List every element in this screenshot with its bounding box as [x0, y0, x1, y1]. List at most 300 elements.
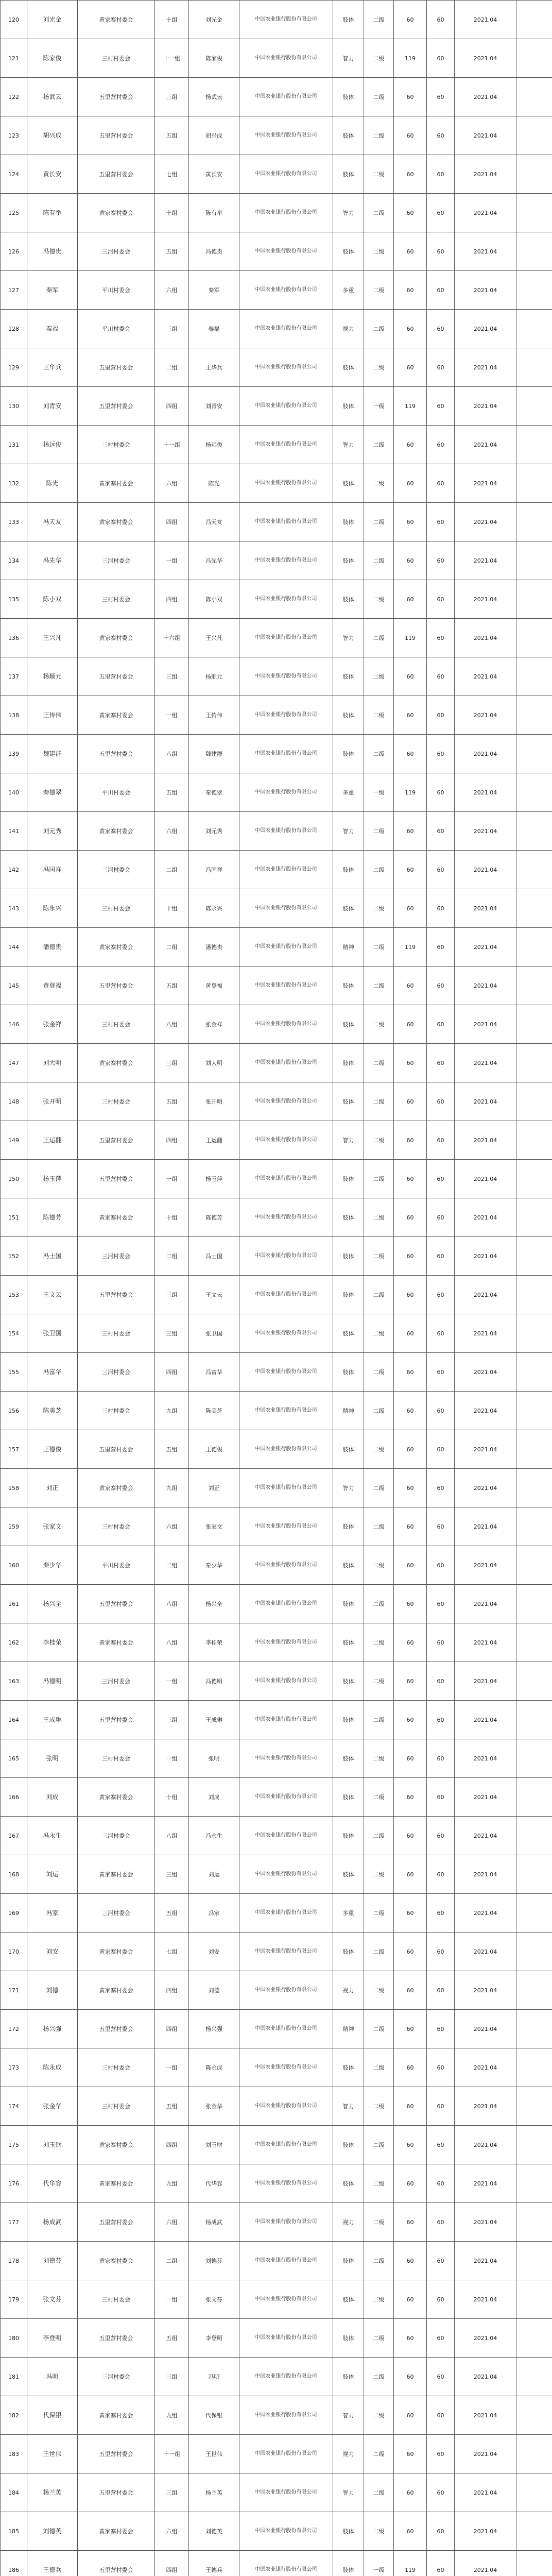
cell-date: 2021.04: [455, 735, 516, 773]
cell-name: 刘元秀: [27, 812, 78, 851]
cell-name: 刘安: [27, 1933, 78, 1971]
cell-level: 二级: [364, 39, 394, 78]
cell-note: [516, 889, 552, 928]
cell-days: 60: [394, 1314, 427, 1353]
cell-note: [516, 1430, 552, 1469]
cell-name: 陈德芳: [27, 1198, 78, 1237]
cell-person: 杨玉萍: [189, 1160, 239, 1198]
cell-note: [516, 928, 552, 967]
cell-days: 60: [394, 1392, 427, 1430]
cell-date: 2021.04: [455, 1623, 516, 1662]
cell-type: 视力: [333, 2435, 364, 2473]
cell-person: 刘成: [189, 1778, 239, 1817]
cell-person: 陈永成: [189, 2048, 239, 2087]
cell-unit: 中国农业银行股份有限公司: [239, 1314, 333, 1353]
cell-date: 2021.04: [455, 2435, 516, 2473]
cell-person: 陈有举: [189, 194, 239, 232]
cell-unit: 中国农业银行股份有限公司: [239, 619, 333, 657]
cell-level: 二级: [364, 1662, 394, 1701]
cell-note: [516, 39, 552, 78]
cell-no: 173: [1, 2048, 27, 2087]
table-body: [1, 1, 552, 2576]
cell-date: 2021.04: [455, 1314, 516, 1353]
cell-group: 十组: [155, 889, 189, 928]
cell-no: 155: [1, 1353, 27, 1392]
cell-type: 肢体: [333, 1044, 364, 1082]
cell-no: 178: [1, 2242, 27, 2280]
cell-unit: 中国农业银行股份有限公司: [239, 232, 333, 271]
cell-no: 122: [1, 78, 27, 116]
table-row: [1, 194, 552, 232]
cell-note: [516, 2164, 552, 2203]
cell-type: 肢体: [333, 2319, 364, 2358]
cell-date: 2021.04: [455, 619, 516, 657]
cell-type: 肢体: [333, 1005, 364, 1044]
cell-date: 2021.04: [455, 1971, 516, 2010]
cell-days: 60: [394, 2203, 427, 2242]
cell-level: 二级: [364, 426, 394, 464]
cell-group: 六组: [155, 1507, 189, 1546]
cell-note: [516, 1082, 552, 1121]
cell-note: [516, 1855, 552, 1894]
cell-unit: 中国农业银行股份有限公司: [239, 1585, 333, 1623]
cell-person: 陈美芝: [189, 1392, 239, 1430]
cell-type: 肢体: [333, 387, 364, 426]
cell-person: 冯明: [189, 2358, 239, 2396]
cell-type: 智力: [333, 39, 364, 78]
table-row: [1, 1546, 552, 1585]
cell-date: 2021.04: [455, 1276, 516, 1314]
cell-no: 171: [1, 1971, 27, 2010]
cell-unit: 中国农业银行股份有限公司: [239, 2435, 333, 2473]
cell-days: 60: [394, 889, 427, 928]
cell-type: 肢体: [333, 1198, 364, 1237]
cell-level: 二级: [364, 2396, 394, 2435]
cell-type: 肢体: [333, 2551, 364, 2576]
cell-name: 刘运: [27, 1855, 78, 1894]
cell-type: 精神: [333, 1392, 364, 1430]
cell-name: 陈永成: [27, 2048, 78, 2087]
cell-level: 二级: [364, 2512, 394, 2551]
cell-unit: 中国农业银行股份有限公司: [239, 1971, 333, 2010]
cell-level: 二级: [364, 2203, 394, 2242]
cell-type: 肢体: [333, 1276, 364, 1314]
cell-level: 一级: [364, 387, 394, 426]
cell-type: 肢体: [333, 851, 364, 889]
cell-date: 2021.04: [455, 889, 516, 928]
cell-group: 一组: [155, 1739, 189, 1778]
cell-note: [516, 2048, 552, 2087]
cell-note: [516, 2551, 552, 2576]
cell-group: 十一组: [155, 2435, 189, 2473]
cell-person: 冯永生: [189, 1817, 239, 1855]
cell-date: 2021.04: [455, 426, 516, 464]
cell-type: 肢体: [333, 1585, 364, 1623]
cell-person: 冯先华: [189, 541, 239, 580]
table-row: [1, 1971, 552, 2010]
cell-unit: 中国农业银行股份有限公司: [239, 1353, 333, 1392]
cell-no: 126: [1, 232, 27, 271]
cell-unit: 中国农业银行股份有限公司: [239, 928, 333, 967]
cell-note: [516, 2010, 552, 2048]
cell-note: [516, 155, 552, 194]
cell-date: 2021.04: [455, 1778, 516, 1817]
table-row: [1, 928, 552, 967]
cell-amount: 60: [427, 1314, 455, 1353]
cell-date: 2021.04: [455, 116, 516, 155]
cell-person: 王文云: [189, 1276, 239, 1314]
cell-amount: 60: [427, 1662, 455, 1701]
cell-level: 二级: [364, 348, 394, 387]
cell-level: 二级: [364, 812, 394, 851]
cell-person: 陈小双: [189, 580, 239, 619]
cell-village: 三村村委会: [78, 1314, 155, 1353]
cell-name: 代保银: [27, 2396, 78, 2435]
cell-group: 六组: [155, 271, 189, 310]
cell-group: 九组: [155, 2396, 189, 2435]
cell-village: 五里营村委会: [78, 78, 155, 116]
cell-name: 刘大明: [27, 1044, 78, 1082]
cell-group: 五组: [155, 773, 189, 812]
cell-date: 2021.04: [455, 773, 516, 812]
cell-person: 张家文: [189, 1507, 239, 1546]
table-row: [1, 1005, 552, 1044]
cell-type: 肢体: [333, 1933, 364, 1971]
cell-no: 141: [1, 812, 27, 851]
cell-name: 秦福: [27, 310, 78, 348]
cell-group: 八组: [155, 1623, 189, 1662]
cell-type: 肢体: [333, 1701, 364, 1739]
cell-level: 二级: [364, 2164, 394, 2203]
cell-note: [516, 1662, 552, 1701]
cell-date: 2021.04: [455, 1701, 516, 1739]
table-row: [1, 1314, 552, 1353]
cell-village: 五里营村委会: [78, 2010, 155, 2048]
cell-person: 刘元秀: [189, 812, 239, 851]
cell-person: 李登明: [189, 2319, 239, 2358]
table-row: [1, 271, 552, 310]
cell-group: 四组: [155, 1121, 189, 1160]
cell-name: 张金华: [27, 2087, 78, 2126]
cell-amount: 60: [427, 580, 455, 619]
cell-amount: 60: [427, 78, 455, 116]
cell-person: 冯天友: [189, 503, 239, 541]
cell-no: 139: [1, 735, 27, 773]
cell-level: 二级: [364, 851, 394, 889]
cell-days: 60: [394, 2358, 427, 2396]
cell-no: 166: [1, 1778, 27, 1817]
cell-note: [516, 1276, 552, 1314]
cell-unit: 中国农业银行股份有限公司: [239, 2087, 333, 2126]
cell-level: 二级: [364, 2010, 394, 2048]
cell-note: [516, 1469, 552, 1507]
cell-village: 黄家寨村委会: [78, 1044, 155, 1082]
cell-type: 肢体: [333, 657, 364, 696]
cell-person: 冯国祥: [189, 851, 239, 889]
cell-date: 2021.04: [455, 2242, 516, 2280]
cell-no: 121: [1, 39, 27, 78]
cell-no: 133: [1, 503, 27, 541]
cell-type: 肢体: [333, 1739, 364, 1778]
cell-village: 三村村委会: [78, 2048, 155, 2087]
cell-date: 2021.04: [455, 1546, 516, 1585]
cell-note: [516, 657, 552, 696]
cell-note: [516, 1971, 552, 2010]
cell-date: 2021.04: [455, 2358, 516, 2396]
cell-amount: 60: [427, 1546, 455, 1585]
cell-group: 九组: [155, 1469, 189, 1507]
cell-days: 119: [394, 387, 427, 426]
table-row: [1, 1160, 552, 1198]
cell-days: 60: [394, 541, 427, 580]
cell-date: 2021.04: [455, 2396, 516, 2435]
table-row: [1, 1392, 552, 1430]
cell-unit: 中国农业银行股份有限公司: [239, 2551, 333, 2576]
cell-days: 60: [394, 1198, 427, 1237]
cell-person: 刘玉财: [189, 2126, 239, 2164]
cell-type: 智力: [333, 2087, 364, 2126]
cell-name: 杨远俊: [27, 426, 78, 464]
cell-date: 2021.04: [455, 2164, 516, 2203]
cell-unit: 中国农业银行股份有限公司: [239, 1894, 333, 1933]
cell-days: 60: [394, 851, 427, 889]
cell-unit: 中国农业银行股份有限公司: [239, 812, 333, 851]
table-row: [1, 1082, 552, 1121]
cell-person: 黄登福: [189, 967, 239, 1005]
cell-amount: 60: [427, 2358, 455, 2396]
cell-type: 智力: [333, 426, 364, 464]
cell-days: 60: [394, 2126, 427, 2164]
cell-unit: 中国农业银行股份有限公司: [239, 967, 333, 1005]
cell-unit: 中国农业银行股份有限公司: [239, 1160, 333, 1198]
cell-amount: 60: [427, 503, 455, 541]
cell-date: 2021.04: [455, 39, 516, 78]
cell-type: 肢体: [333, 967, 364, 1005]
cell-name: 刘德: [27, 1971, 78, 2010]
cell-unit: 中国农业银行股份有限公司: [239, 1276, 333, 1314]
cell-name: 张开明: [27, 1082, 78, 1121]
cell-date: 2021.04: [455, 387, 516, 426]
cell-village: 黄家寨村委会: [78, 2242, 155, 2280]
cell-level: 二级: [364, 271, 394, 310]
cell-village: 三河村委会: [78, 1353, 155, 1392]
cell-group: 十一组: [155, 426, 189, 464]
cell-date: 2021.04: [455, 2048, 516, 2087]
cell-level: 二级: [364, 619, 394, 657]
cell-amount: 60: [427, 2164, 455, 2203]
cell-days: 60: [394, 2280, 427, 2319]
cell-date: 2021.04: [455, 348, 516, 387]
cell-level: 二级: [364, 2087, 394, 2126]
cell-level: 二级: [364, 1430, 394, 1469]
cell-days: 60: [394, 2319, 427, 2358]
cell-days: 60: [394, 2512, 427, 2551]
cell-type: 肢体: [333, 1237, 364, 1276]
table-row: [1, 426, 552, 464]
cell-days: 60: [394, 464, 427, 503]
cell-group: 五组: [155, 232, 189, 271]
cell-unit: 中国农业银行股份有限公司: [239, 735, 333, 773]
cell-group: 八组: [155, 1005, 189, 1044]
cell-type: 肢体: [333, 2280, 364, 2319]
cell-level: 二级: [364, 1237, 394, 1276]
table-row: [1, 773, 552, 812]
cell-date: 2021.04: [455, 310, 516, 348]
cell-village: 三河村委会: [78, 1662, 155, 1701]
cell-days: 60: [394, 310, 427, 348]
cell-amount: 60: [427, 2010, 455, 2048]
cell-days: 60: [394, 1353, 427, 1392]
cell-level: 二级: [364, 735, 394, 773]
cell-person: 魏建群: [189, 735, 239, 773]
cell-level: 二级: [364, 2280, 394, 2319]
cell-person: 张文芬: [189, 2280, 239, 2319]
cell-no: 130: [1, 387, 27, 426]
cell-group: 六组: [155, 2512, 189, 2551]
cell-group: 三组: [155, 657, 189, 696]
cell-name: 张家文: [27, 1507, 78, 1546]
cell-group: 二组: [155, 2242, 189, 2280]
cell-type: 精神: [333, 2010, 364, 2048]
cell-group: 四组: [155, 387, 189, 426]
cell-level: 二级: [364, 503, 394, 541]
cell-amount: 60: [427, 155, 455, 194]
cell-note: [516, 464, 552, 503]
cell-person: 王德兵: [189, 2551, 239, 2576]
cell-name: 冯家: [27, 1894, 78, 1933]
cell-amount: 60: [427, 619, 455, 657]
cell-village: 黄家寨村委会: [78, 1778, 155, 1817]
cell-no: 161: [1, 1585, 27, 1623]
cell-amount: 60: [427, 851, 455, 889]
cell-date: 2021.04: [455, 1353, 516, 1392]
cell-days: 60: [394, 1237, 427, 1276]
cell-group: 一组: [155, 1160, 189, 1198]
cell-no: 175: [1, 2126, 27, 2164]
cell-date: 2021.04: [455, 232, 516, 271]
table-row: [1, 889, 552, 928]
table-row: [1, 464, 552, 503]
cell-group: 五组: [155, 2087, 189, 2126]
cell-level: 二级: [364, 2242, 394, 2280]
table-row: [1, 2010, 552, 2048]
cell-amount: 60: [427, 1082, 455, 1121]
cell-note: [516, 1, 552, 39]
cell-days: 60: [394, 155, 427, 194]
cell-unit: 中国农业银行股份有限公司: [239, 1778, 333, 1817]
cell-no: 123: [1, 116, 27, 155]
cell-group: 二组: [155, 928, 189, 967]
cell-date: 2021.04: [455, 271, 516, 310]
table-row: [1, 78, 552, 116]
table-row: [1, 1353, 552, 1392]
cell-unit: 中国农业银行股份有限公司: [239, 2512, 333, 2551]
cell-village: 黄家寨村委会: [78, 2164, 155, 2203]
cell-type: 肢体: [333, 348, 364, 387]
cell-village: 三村村委会: [78, 39, 155, 78]
cell-amount: 60: [427, 1198, 455, 1237]
cell-unit: 中国农业银行股份有限公司: [239, 39, 333, 78]
cell-level: 二级: [364, 2048, 394, 2087]
cell-type: 智力: [333, 2396, 364, 2435]
cell-level: 二级: [364, 1353, 394, 1392]
table-row: [1, 1739, 552, 1778]
cell-group: 四组: [155, 503, 189, 541]
cell-note: [516, 1353, 552, 1392]
cell-level: 二级: [364, 2358, 394, 2396]
cell-unit: 中国农业银行股份有限公司: [239, 116, 333, 155]
cell-amount: 60: [427, 464, 455, 503]
cell-level: 二级: [364, 1778, 394, 1817]
table-row: [1, 387, 552, 426]
cell-person: 刘正: [189, 1469, 239, 1507]
cell-village: 五里营村委会: [78, 1121, 155, 1160]
cell-days: 60: [394, 116, 427, 155]
cell-level: 二级: [364, 1546, 394, 1585]
cell-person: 陈德芳: [189, 1198, 239, 1237]
cell-type: 肢体: [333, 1430, 364, 1469]
table-row: [1, 1198, 552, 1237]
cell-level: 二级: [364, 1855, 394, 1894]
cell-village: 三村村委会: [78, 2087, 155, 2126]
cell-village: 五里营村委会: [78, 2319, 155, 2358]
cell-days: 60: [394, 1817, 427, 1855]
cell-person: 刘德英: [189, 2512, 239, 2551]
cell-no: 149: [1, 1121, 27, 1160]
cell-group: 四组: [155, 1353, 189, 1392]
cell-person: 刘安: [189, 1933, 239, 1971]
cell-village: 五里营村委会: [78, 348, 155, 387]
cell-amount: 60: [427, 812, 455, 851]
cell-date: 2021.04: [455, 1198, 516, 1237]
cell-no: 168: [1, 1855, 27, 1894]
cell-type: 肢体: [333, 1778, 364, 1817]
table-row: [1, 851, 552, 889]
cell-person: 刘大明: [189, 1044, 239, 1082]
cell-person: 陈永兴: [189, 889, 239, 928]
cell-no: 127: [1, 271, 27, 310]
cell-unit: 中国农业银行股份有限公司: [239, 1005, 333, 1044]
cell-amount: 60: [427, 889, 455, 928]
cell-amount: 60: [427, 773, 455, 812]
cell-no: 124: [1, 155, 27, 194]
cell-amount: 60: [427, 1585, 455, 1623]
cell-type: 肢体: [333, 1507, 364, 1546]
cell-days: 60: [394, 271, 427, 310]
cell-days: 60: [394, 1546, 427, 1585]
cell-level: 二级: [364, 1, 394, 39]
cell-name: 冯德明: [27, 1662, 78, 1701]
cell-amount: 60: [427, 310, 455, 348]
cell-village: 三河村委会: [78, 541, 155, 580]
cell-person: 刘光金: [189, 1, 239, 39]
cell-days: 60: [394, 812, 427, 851]
cell-amount: 60: [427, 1276, 455, 1314]
cell-person: 杨兴全: [189, 1585, 239, 1623]
cell-type: 肢体: [333, 541, 364, 580]
cell-date: 2021.04: [455, 2280, 516, 2319]
cell-type: 视力: [333, 310, 364, 348]
cell-days: 60: [394, 78, 427, 116]
cell-note: [516, 1314, 552, 1353]
cell-no: 182: [1, 2396, 27, 2435]
cell-note: [516, 194, 552, 232]
cell-unit: 中国农业银行股份有限公司: [239, 1430, 333, 1469]
cell-person: 李桂荣: [189, 1623, 239, 1662]
cell-no: 153: [1, 1276, 27, 1314]
cell-days: 60: [394, 1121, 427, 1160]
cell-date: 2021.04: [455, 1507, 516, 1546]
